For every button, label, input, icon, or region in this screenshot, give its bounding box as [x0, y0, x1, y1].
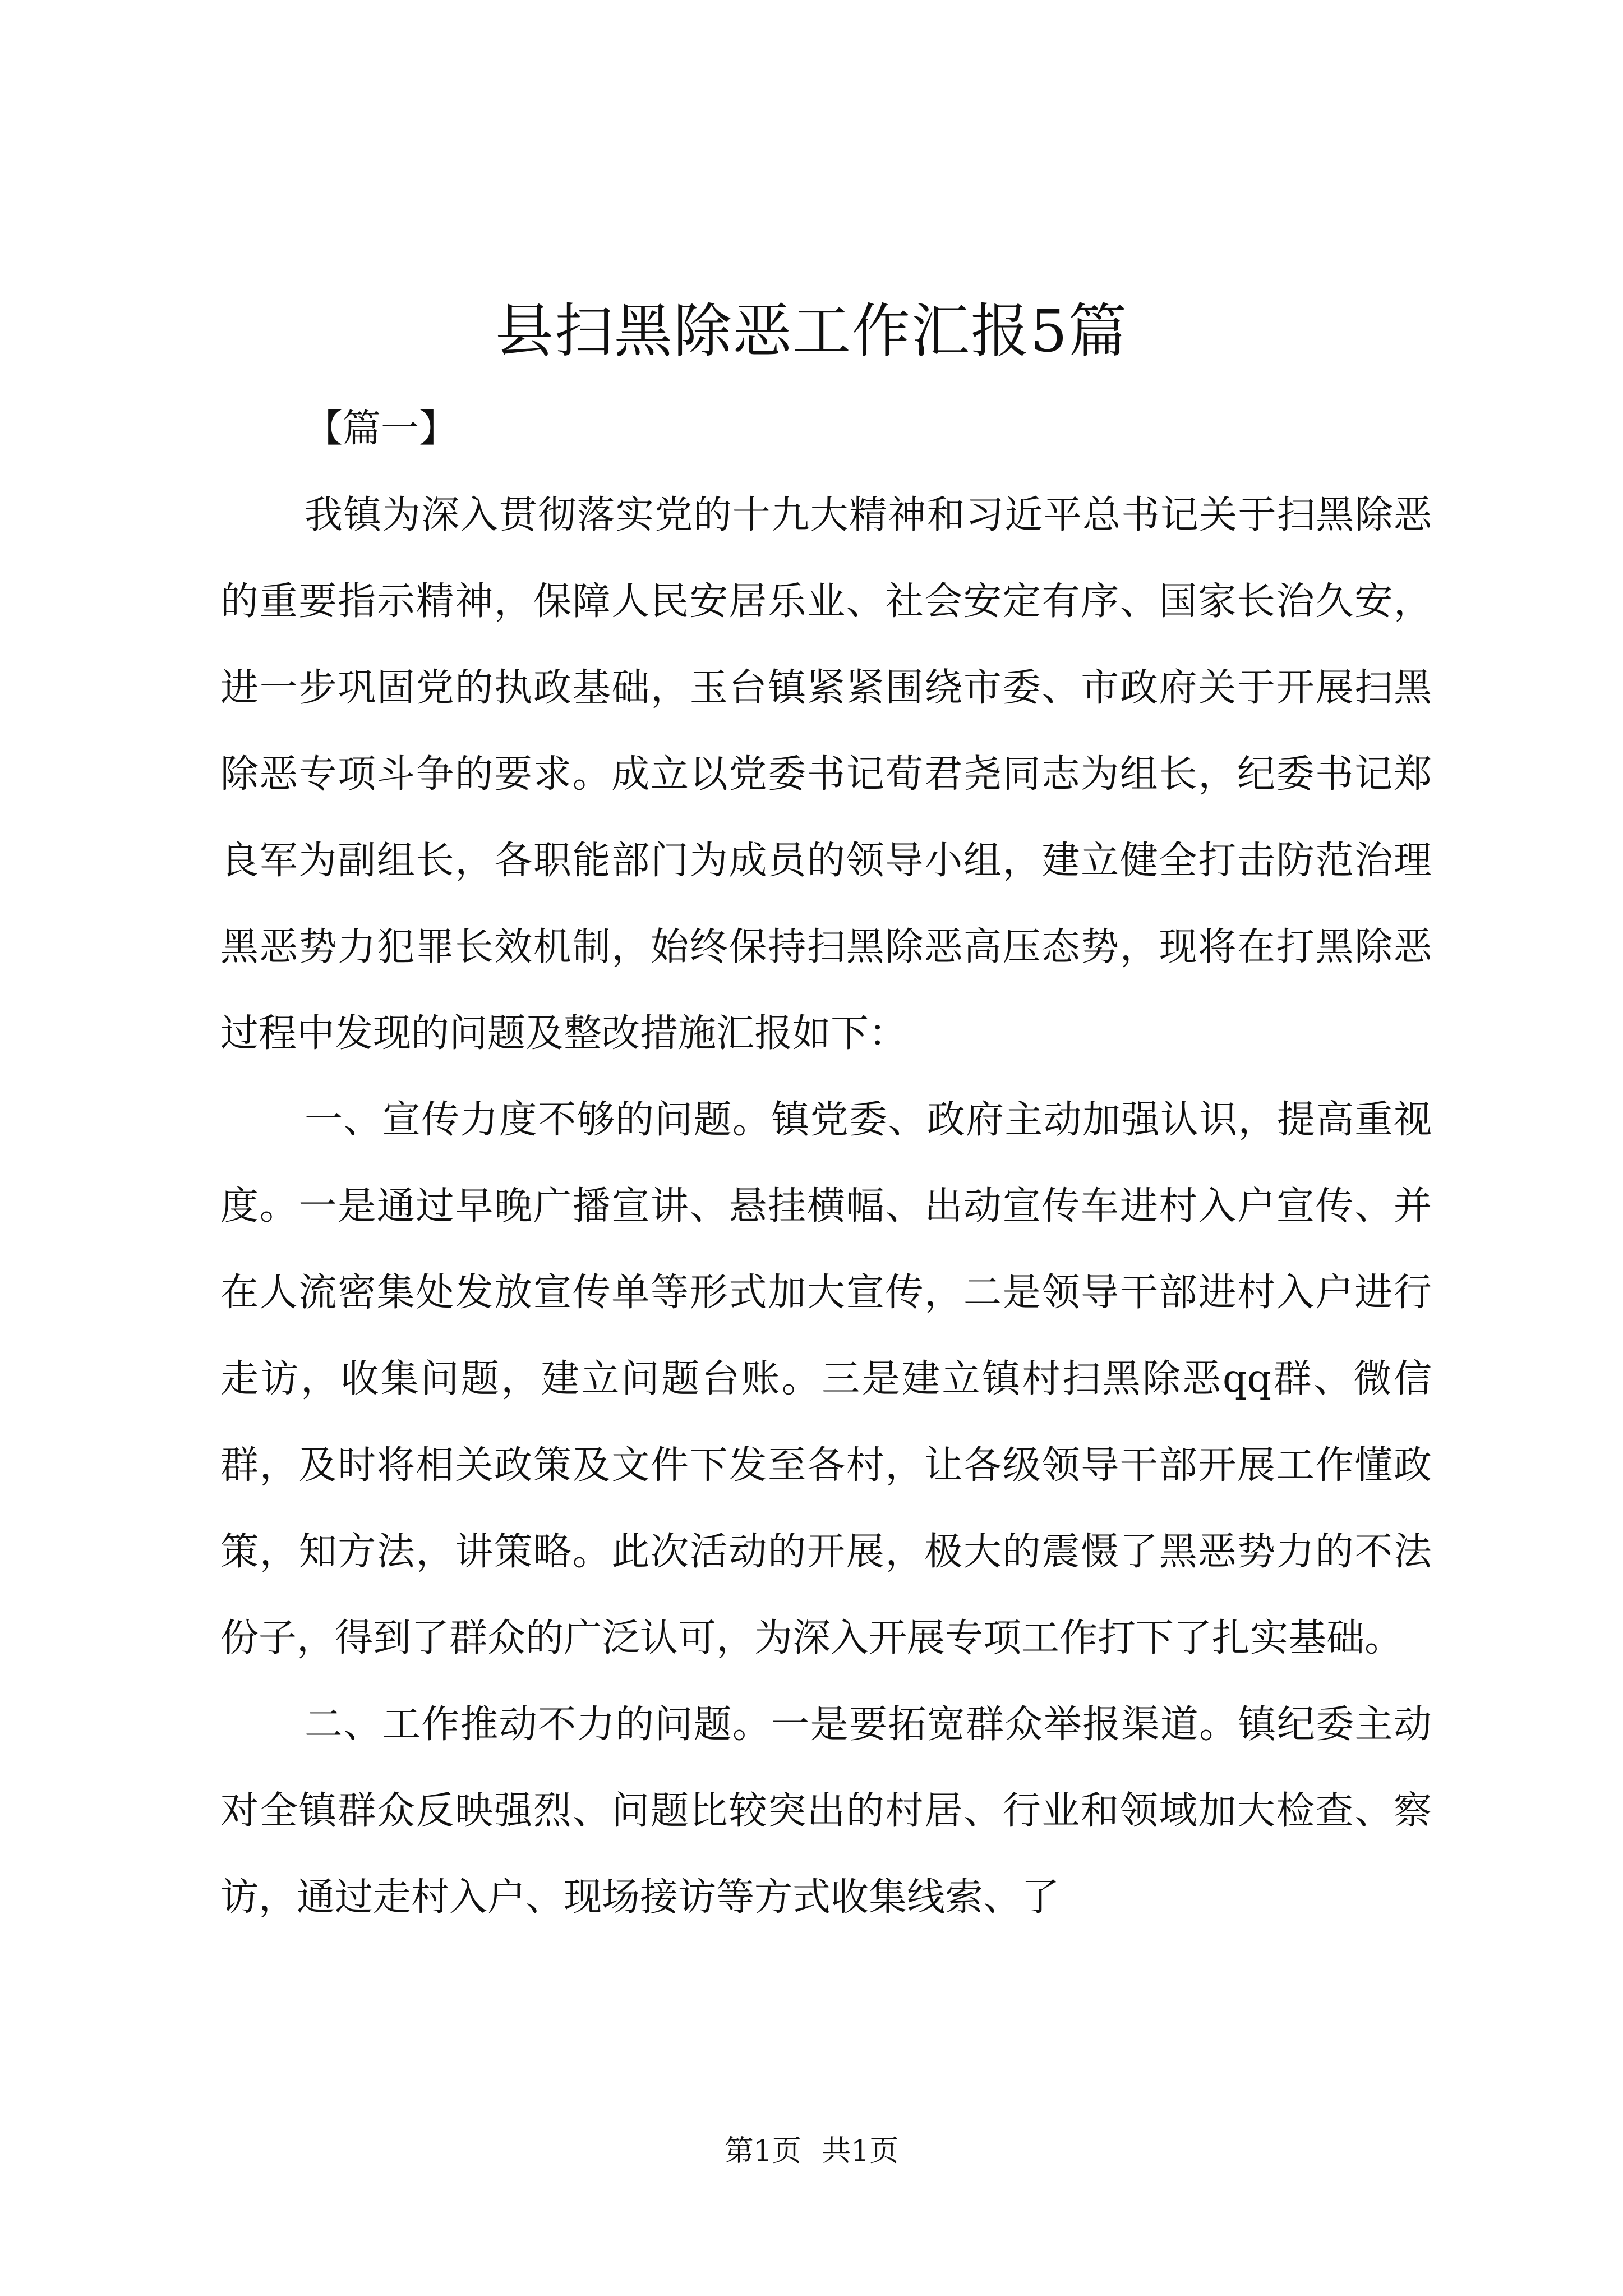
page-footer	[0, 2132, 1623, 2171]
paragraph-work-promotion: 二、工作推动不力的问题。一是要拓宽群众举报渠道。镇纪委主动对全镇群众反映强烈、问题比较突出的村居、行业和领域加大检查、察访，通过走村入户、现场接访等方式收集线索、了	[220, 1703, 1432, 1920]
section-label: 【篇一】	[305, 407, 458, 451]
page-total: 共1页	[822, 2134, 899, 2168]
page-number: 第1页	[724, 2134, 801, 2168]
paragraph-publicity: 一、宣传力度不够的问题。镇党委、政府主动加强认识，提高重视度。一是通过早晚广播宣讲、悬挂横幅、出动宣传车进村入户宣传、并在人流密集处发放宣传单等形式加大宣传，二是领导干部进村入户进行走访，收集问题，建立问题台账。三是建立镇村扫黑除恶qq群、微信群，及时将相关政策及文件下发至各村，让各级领导干部开展工作懂政策，知方法，讲策略。此次活动的开展，极大的震慑了黑恶势力的不法份子，得到了群众的广泛认可，为深入开展专项工作打下了扎实基础。	[220, 1098, 1432, 1660]
document-title: 县扫黑除恶工作汇报5篇	[495, 297, 1128, 365]
paragraph-intro: 我镇为深入贯彻落实党的十九大精神和习近平总书记关于扫黑除恶的重要指示精神，保障人民安居乐业、社会安定有序、国家长治久安，进一步巩固党的执政基础，玉台镇紧紧围绕市委、市政府关于开展扫黑除恶专项斗争的要求。成立以党委书记荀君尧同志为组长，纪委书记郑良军为副组长，各职能部门为成员的领导小组，建立健全打击防范治理黑恶势力犯罪长效机制，始终保持扫黑除恶高压态势，现将在打黑除恶过程中发现的问题及整改措施汇报如下：	[220, 493, 1432, 1056]
document-body	[220, 386, 1432, 1941]
